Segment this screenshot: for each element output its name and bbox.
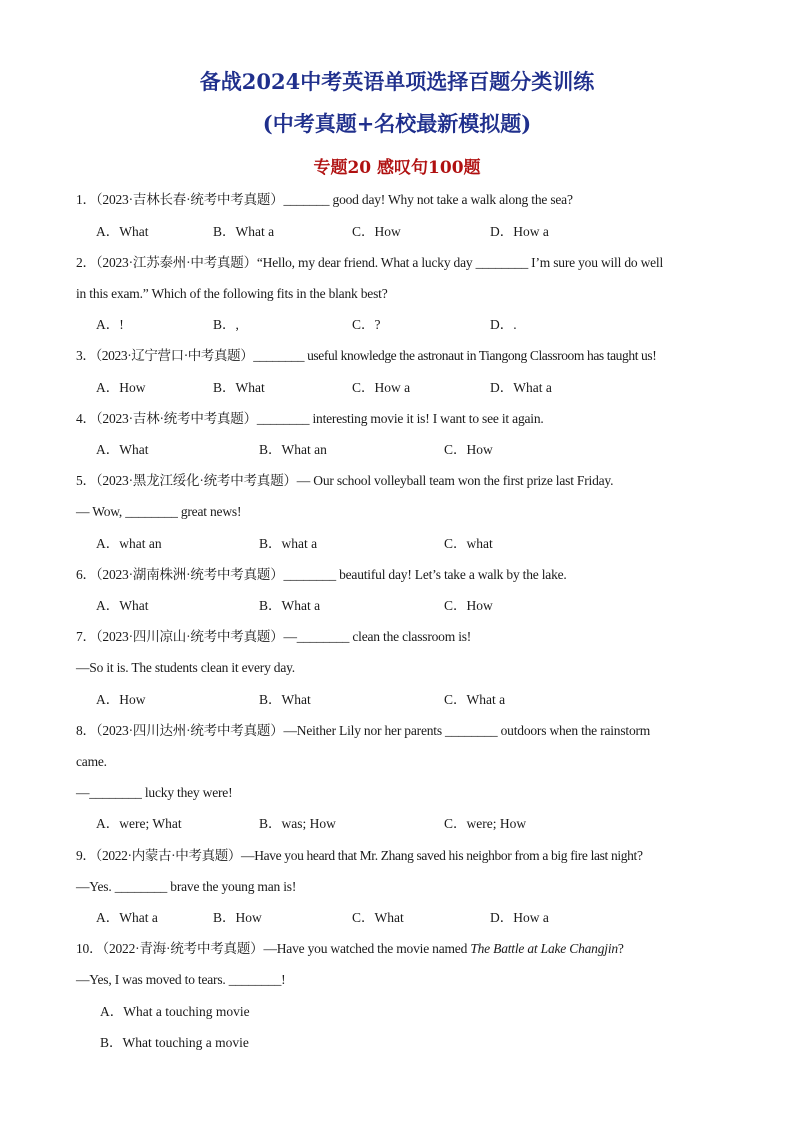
question-3-option-c[interactable]: C．How a <box>352 380 411 395</box>
question-3-option-a[interactable]: A．How <box>96 380 146 395</box>
question-2-option-a[interactable]: A．! <box>96 317 124 332</box>
question-3-option-d[interactable]: D．What a <box>490 380 552 395</box>
question-7-option-a[interactable]: A．How <box>96 692 146 707</box>
question-6-stem: 6．（2023·湖南株洲·统考中考真题）________ beautiful day! Let’s take a walk by the lake. <box>76 567 567 582</box>
question-1-option-c[interactable]: C．How <box>352 224 401 239</box>
question-1-option-a[interactable]: A．What <box>96 224 149 239</box>
question-6-option-c[interactable]: C．How <box>444 598 493 613</box>
question-5-stem: 5．（2023·黑龙江绥化·统考中考真题）— Our school volleyball team won the first prize last Friday. <box>76 473 614 488</box>
question-4-stem: 4．（2023·吉林·统考中考真题）________ interesting movie it is! I want to see it again. <box>76 411 544 426</box>
question-2-stem: 2．（2023·江苏泰州·中考真题）“Hello, my dear friend. What a lucky day ________ I’m sure you will do well <box>76 255 664 270</box>
question-5-stem-cont: — Wow, ________ great news! <box>76 504 242 519</box>
question-7-stem-cont: —So it is. The students clean it every day. <box>76 660 295 675</box>
question-9-option-c[interactable]: C．What <box>352 910 404 925</box>
question-2-option-b[interactable]: B．, <box>213 317 239 332</box>
question-10-stem-end: ? <box>617 941 624 956</box>
question-6-option-b[interactable]: B．What a <box>259 598 321 613</box>
question-9-stem: 9．（2022·内蒙古·中考真题）—Have you heard that Mr. Zhang saved his neighbor from a big fire last night? <box>76 848 643 863</box>
question-7-option-c[interactable]: C．What a <box>444 692 506 707</box>
question-9-option-b[interactable]: B．How <box>213 910 262 925</box>
question-10-stem <box>76 940 624 958</box>
question-10-option-a[interactable]: A．What a touching movie <box>100 1004 250 1019</box>
question-3-stem: 3．（2023·辽宁营口·中考真题）________ useful knowledge the astronaut in Tiangong Classroom has taught us! <box>76 348 657 363</box>
question-2-stem-cont: in this exam.” Which of the following fits in the blank best? <box>76 286 388 301</box>
document-subtitle: (中考真题+名校最新模拟题) <box>262 111 532 136</box>
question-5-option-c[interactable]: C．what <box>444 536 493 551</box>
topic-heading: 专题20 感叹句100题 <box>313 158 481 178</box>
question-8-stem-reply: —________ lucky they were! <box>76 785 233 800</box>
question-5-option-a[interactable]: A．what an <box>96 536 162 551</box>
question-9-option-a[interactable]: A．What a <box>96 910 158 925</box>
question-2-option-c[interactable]: C．? <box>352 317 381 332</box>
question-7-stem: 7．（2023·四川凉山·统考中考真题）—________ clean the classroom is! <box>76 629 472 644</box>
question-8-option-a[interactable]: A．were; What <box>96 816 182 831</box>
question-10-movie-title: The Battle at Lake Changjin <box>470 941 618 956</box>
question-9-option-d[interactable]: D．How a <box>490 910 549 925</box>
question-10-stem-text: 10．（2022·青海·统考中考真题）—Have you watched the movie named <box>76 941 471 956</box>
question-7-option-b[interactable]: B．What <box>259 692 311 707</box>
question-8-option-c[interactable]: C．were; How <box>444 816 527 831</box>
question-8-stem-cont: came. <box>76 754 107 769</box>
question-6-option-a[interactable]: A．What <box>96 598 149 613</box>
question-4-option-c[interactable]: C．How <box>444 442 493 457</box>
question-1-stem: 1．（2023·吉林长春·统考中考真题）_______ good day! Why not take a walk along the sea? <box>76 192 573 207</box>
question-1-option-d[interactable]: D．How a <box>490 224 549 239</box>
question-3-option-b[interactable]: B．What <box>213 380 265 395</box>
question-1-option-b[interactable]: B．What a <box>213 224 275 239</box>
question-2-option-d[interactable]: D．. <box>490 317 517 332</box>
question-8-option-b[interactable]: B．was; How <box>259 816 336 831</box>
question-5-option-b[interactable]: B．what a <box>259 536 318 551</box>
document-title: 备战2024中考英语单项选择百题分类训练 <box>199 69 595 94</box>
question-10-stem-cont: —Yes, I was moved to tears. ________! <box>76 972 286 987</box>
question-9-stem-cont: —Yes. ________ brave the young man is! <box>76 879 297 894</box>
question-4-option-a[interactable]: A．What <box>96 442 149 457</box>
question-4-option-b[interactable]: B．What an <box>259 442 327 457</box>
question-8-stem: 8．（2023·四川达州·统考中考真题）—Neither Lily nor her parents ________ outdoors when the rainstorm <box>76 723 651 738</box>
question-10-option-b[interactable]: B．What touching a movie <box>100 1035 249 1050</box>
